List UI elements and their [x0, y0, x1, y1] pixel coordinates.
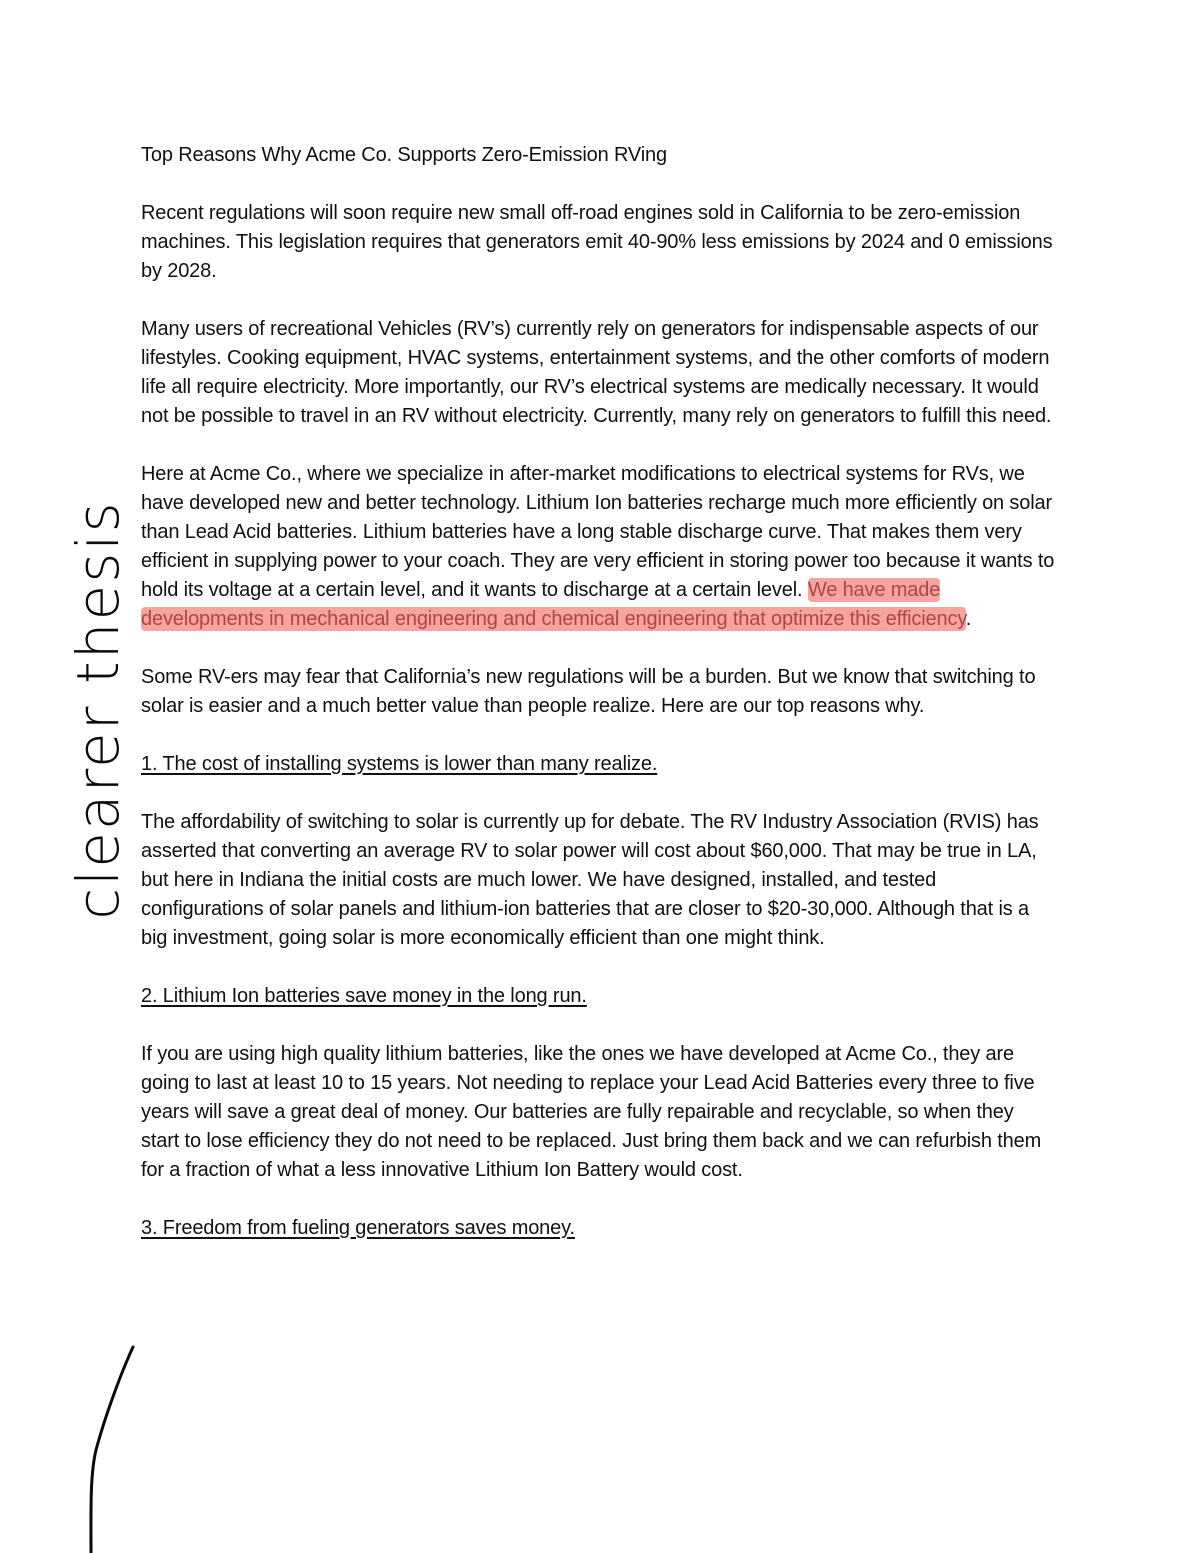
paragraph-cost: The affordability of switching to solar is currently up for debate. The RV Industry Association (RVIS) has asserted that converting an average RV to solar power will cost about $60,000. That may be true in LA, but here in Indiana the initial costs are much lower. We have designed, installed, and tested configurations of solar panels and lithium-ion batteries that are closer to $20-30,000. Although that is a big investment, going solar is more economically efficient than one might think. — [141, 811, 1039, 949]
paragraph-intro: Recent regulations will soon require new small off-road engines sold in California to be zero-emission machines. This legislation requires that generators emit 40-90% less emissions by 2024 and 0 emissions by 2028. — [141, 202, 1053, 282]
ink-stroke-bracket — [91, 1347, 133, 1553]
paragraph-users: Many users of recreational Vehicles (RV’s) currently rely on generators for indispensable aspects of our lifestyles. Cooking equipment, HVAC systems, entertainment systems, and the other comforts of modern life all require electricity. More importantly, our RV’s electrical systems are medically necessary. It would not be possible to travel in an RV without electricity. Currently, many rely on generators to fulfill this need. — [141, 318, 1052, 427]
margin-comment-text: clearer thesis — [64, 500, 132, 920]
document-body — [141, 141, 1056, 1272]
heading-fueling: 3. Freedom from fueling generators saves money. — [141, 1217, 575, 1239]
paragraph-batteries: If you are using high quality lithium batteries, like the ones we have developed at Acme Co., they are going to last at least 10 to 15 years. Not needing to replace your Lead Acid Batteries every three to five years will save a great deal of money. Our batteries are fully repairable and recyclable, so when they start to lose efficiency they do not need to be replaced. Just bring them back and we can refurbish them for a fraction of what a less innovative Lithium Ion Battery would cost. — [141, 1043, 1042, 1181]
margin-comment[interactable] — [48, 500, 148, 920]
paragraph-acme-end: . — [965, 608, 972, 630]
heading-batteries: 2. Lithium Ion batteries save money in the long run. — [141, 985, 587, 1007]
paragraph-acme — [141, 460, 1056, 634]
paragraph-acme-text: Here at Acme Co., where we specialize in after-market modifications to electrical systems for RVs, we have developed new and better technology. Lithium Ion batteries recharge much more efficiently on solar than Lead Acid batteries. Lithium batteries have a long stable discharge curve. That makes them very efficient in supplying power to your coach. They are very efficient in storing power too because it wants to hold its voltage at a certain level, and it wants to discharge at a certain level. — [141, 463, 1055, 601]
paragraph-fear: Some RV-ers may fear that California’s new regulations will be a burden. But we know that switching to solar is easier and a much better value than people realize. Here are our top reasons why. — [141, 666, 1036, 717]
highlighted-sentence[interactable]: We have made developments in mechanical engineering and chemical engineering that optimize this efficiency — [141, 579, 966, 630]
heading-cost: 1. The cost of installing systems is lower than many realize. — [141, 753, 658, 775]
document-title: Top Reasons Why Acme Co. Supports Zero-Emission RVing — [141, 144, 667, 166]
